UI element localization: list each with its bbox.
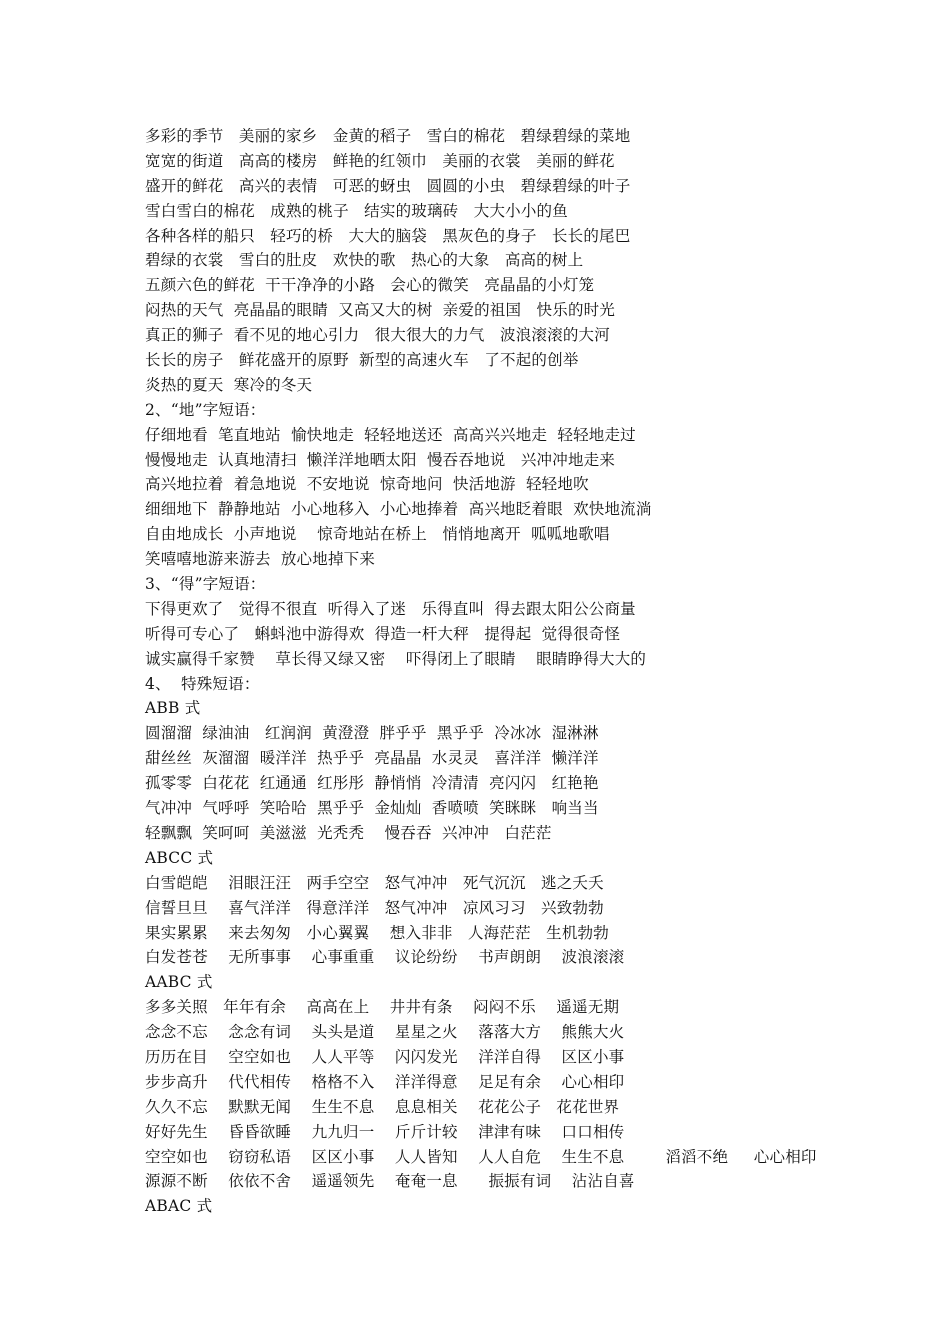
- text-line: 多彩的季节 美丽的家乡 金黄的稻子 雪白的棉花 碧绿碧绿的菜地: [145, 127, 631, 145]
- text-line: 高兴地拉着 着急地说 不安地说 惊奇地问 快活地游 轻轻地吹: [145, 475, 589, 494]
- text-line: 炎热的夏天 寒冷的冬天: [145, 375, 313, 394]
- text-line: 细细地下 静静地站 小心地移入 小心地捧着 高兴地眨着眼 欢快地流淌: [145, 500, 652, 519]
- text-line: 气冲冲 气呼呼 笑哈哈 黑乎乎 金灿灿 香喷喷 笑眯眯 响当当: [145, 799, 599, 818]
- subsection-heading: ABB 式: [145, 699, 201, 718]
- text-line: 笑嘻嘻地游来游去 放心地掉下来: [145, 550, 376, 569]
- text-line: 雪白雪白的棉花 成熟的桃子 结实的玻璃砖 大大小小的鱼: [145, 201, 568, 220]
- text-line: 白发苍苍 无所事事 心事重重 议论纷纷 书声朗朗 波浪滚滚: [145, 948, 625, 967]
- text-line: 下得更欢了 觉得不很直 听得入了迷 乐得直叫 得去跟太阳公公商量: [145, 599, 636, 618]
- subsection-heading: AABC 式: [145, 973, 213, 992]
- text-line: 真正的狮子 看不见的地心引力 很大很大的力气 波浪滚滚的大河: [145, 326, 610, 345]
- text-line: 白雪皑皑 泪眼汪汪 两手空空 怒气冲冲 死气沉沉 逃之夭夭: [145, 873, 604, 892]
- text-line: 仔细地看 笔直地站 愉快地走 轻轻地送还 高高兴兴地走 轻轻地走过: [145, 425, 636, 444]
- text-line: 盛开的鲜花 高兴的表情 可恶的蚜虫 圆圆的小虫 碧绿碧绿的叶子: [145, 176, 631, 195]
- subsection-heading: ABCC 式: [145, 848, 214, 867]
- text-line: 甜丝丝 灰溜溜 暖洋洋 热乎乎 亮晶晶 水灵灵 喜洋洋 懒洋洋: [145, 749, 599, 768]
- text-line: 果实累累 来去匆匆 小心翼翼 想入非非 人海茫茫 生机勃勃: [145, 923, 609, 942]
- document-body: [145, 124, 945, 1219]
- text-line: 碧绿的衣裳 雪白的肚皮 欢快的歌 热心的大象 高高的树上: [145, 251, 584, 270]
- text-line: 五颜六色的鲜花 干干净净的小路 会心的微笑 亮晶晶的小灯笼: [145, 276, 595, 295]
- text-line: 听得可专心了 蝌蚪池中游得欢 得造一杆大秤 提得起 觉得很奇怪: [145, 624, 621, 643]
- text-line: 信誓旦旦 喜气洋洋 得意洋洋 怒气冲冲 凉风习习 兴致勃勃: [145, 898, 604, 917]
- subsection-heading: ABAC 式: [145, 1197, 213, 1216]
- text-line: 多多关照 年年有余 高高在上 井井有条 闷闷不乐 遥遥无期: [145, 998, 620, 1017]
- text-line: 历历在目 空空如也 人人平等 闪闪发光 洋洋自得 区区小事: [145, 1047, 625, 1066]
- text-line: 宽宽的街道 高高的楼房 鲜艳的红领巾 美丽的衣裳 美丽的鲜花: [145, 151, 615, 170]
- text-line: 轻飘飘 笑呵呵 美滋滋 光秃秃 慢吞吞 兴冲冲 白茫茫: [145, 823, 552, 842]
- section-heading: 4、 特殊短语：: [145, 674, 260, 693]
- text-line: 念念不忘 念念有词 头头是道 星星之火 落落大方 熊熊大火: [145, 1023, 625, 1042]
- text-line: 好好先生 昏昏欲睡 九九归一 斤斤计较 津津有味 口口相传: [145, 1122, 625, 1141]
- section-heading: 2、“地”字短语：: [145, 400, 266, 419]
- text-line: 长长的房子 鲜花盛开的原野 新型的高速火车 了不起的创举: [145, 351, 579, 370]
- text-line: 闷热的天气 亮晶晶的眼睛 又高又大的树 亲爱的祖国 快乐的时光: [145, 301, 616, 320]
- text-line: 各种各样的船只 轻巧的桥 大大的脑袋 黑灰色的身子 长长的尾巴: [145, 226, 631, 245]
- text-line: 慢慢地走 认真地清扫 懒洋洋地晒太阳 慢吞吞地说 兴冲冲地走来: [145, 450, 616, 469]
- text-line: 圆溜溜 绿油油 红润润 黄澄澄 胖乎乎 黑乎乎 冷冰冰 湿淋淋: [145, 724, 599, 743]
- text-line: 步步高升 代代相传 格格不入 洋洋得意 足足有余 心心相印: [145, 1072, 625, 1091]
- text-line: 空空如也 窃窃私语 区区小事 人人皆知 人人自危 生生不息 滔滔不绝 心心相印: [145, 1147, 817, 1166]
- text-line: 自由地成长 小声地说 惊奇地站在桥上 悄悄地离开 呱呱地歌唱: [145, 525, 610, 544]
- text-line: 孤零零 白花花 红通通 红彤彤 静悄悄 冷清清 亮闪闪 红艳艳: [145, 774, 599, 793]
- text-line: 诚实赢得千家赞 草长得又绿又密 吓得闭上了眼睛 眼睛睁得大大的: [145, 649, 647, 668]
- section-heading: 3、“得”字短语：: [145, 575, 266, 594]
- text-line: 久久不忘 默默无闻 生生不息 息息相关 花花公子 花花世界: [145, 1097, 620, 1116]
- text-line: 源源不断 依依不舍 遥遥领先 奄奄一息 振振有词 沾沾自喜: [145, 1172, 635, 1191]
